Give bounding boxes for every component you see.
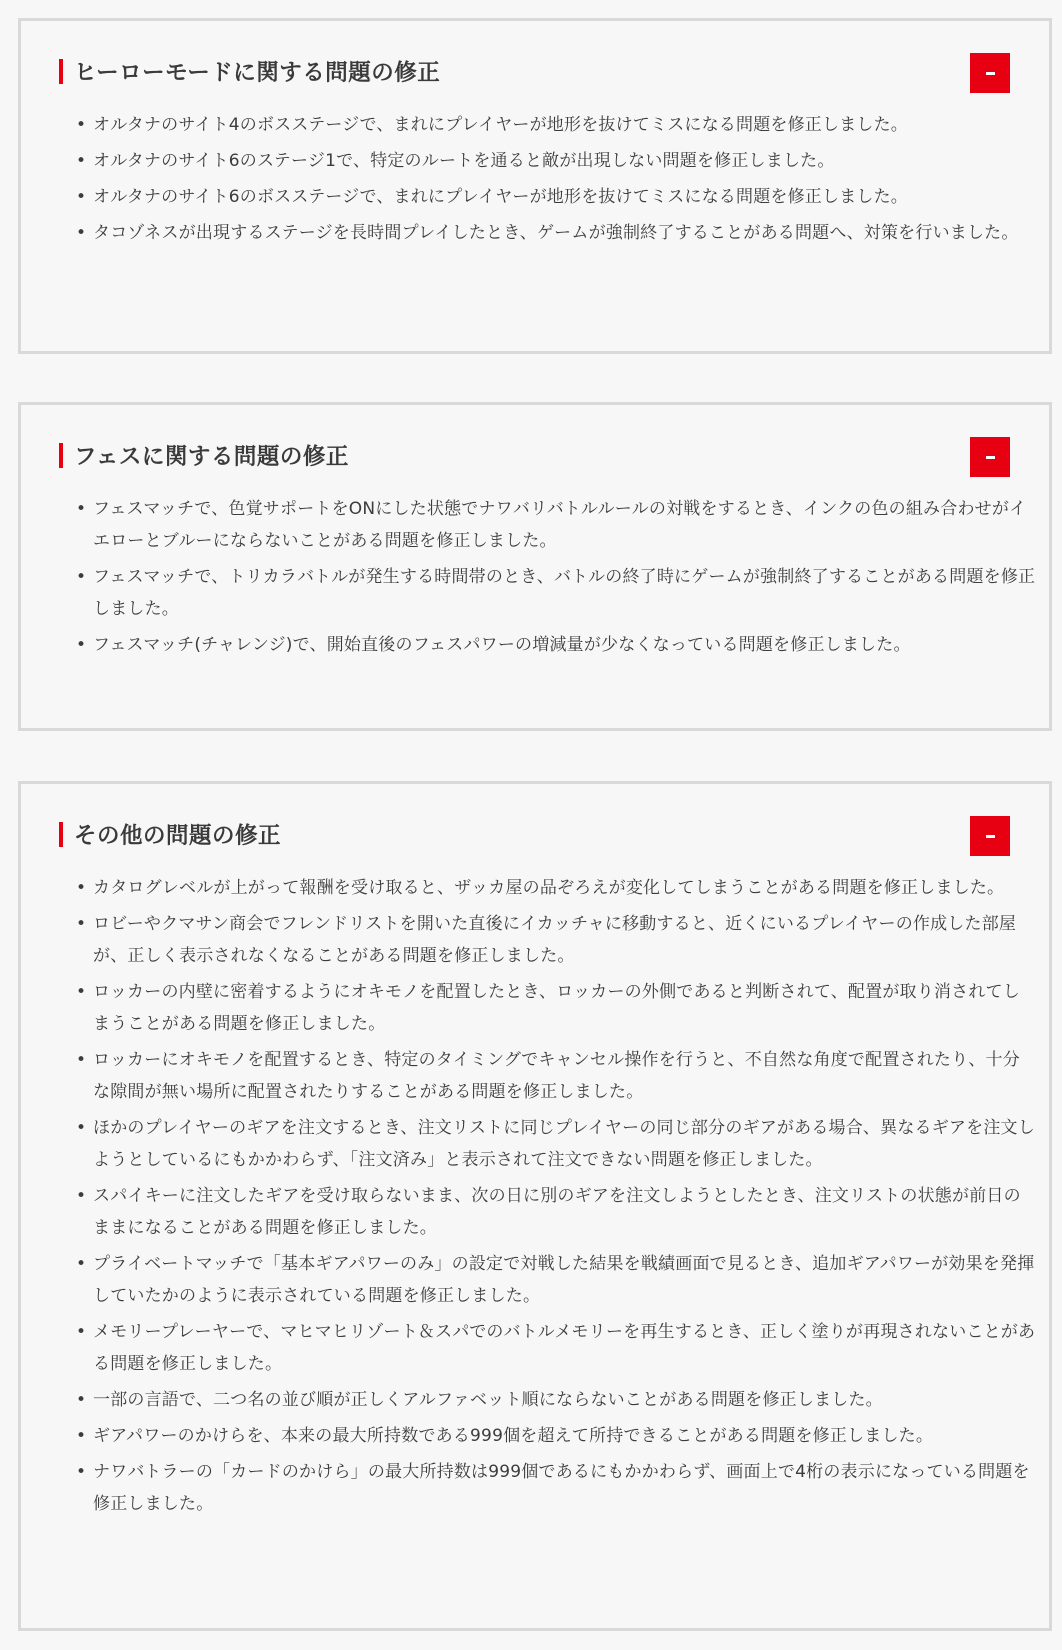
bullet-icon: •: [76, 635, 87, 655]
bullet-icon: •: [76, 1254, 87, 1274]
list-item-text: カタログレベルが上がって報酬を受け取ると、ザッカ屋の品ぞろえが変化してしまうことがある問題を修正しました。: [93, 878, 1005, 898]
list-item: [76, 145, 1036, 177]
list-item: [76, 181, 1036, 213]
section-title: その他の問題の修正: [74, 823, 282, 849]
list-item: [76, 1384, 1036, 1416]
list-item-text: オルタナのサイト4のボスステージで、まれにプレイヤーが地形を抜けてミスになる問題を修正しました。: [93, 115, 908, 135]
bullet-icon: •: [76, 115, 87, 135]
bullet-icon: •: [76, 1050, 87, 1070]
list-item-text: ロッカーの内壁に密着するようにオキモノを配置したとき、ロッカーの外側であると判断されて、配置が取り消されてしまうことがある問題を修正しました。: [93, 982, 1020, 1034]
list-item-text: 一部の言語で、二つ名の並び順が正しくアルファベット順にならないことがある問題を修正しました。: [93, 1390, 883, 1410]
list-item: [76, 908, 1036, 972]
list-item: [76, 1420, 1036, 1452]
list-item-text: フェスマッチで、色覚サポートをONにした状態でナワバリバトルルールの対戦をするとき、インクの色の組み合わせがイエローとブルーにならないことがある問題を修正しました。: [93, 499, 1027, 551]
collapse-button[interactable]: [970, 437, 1010, 477]
list-item: [76, 217, 1036, 249]
list-item: [76, 629, 1036, 661]
fix-list: [76, 872, 1036, 1524]
title-accent-bar: [59, 443, 63, 468]
list-item-text: プライベートマッチで「基本ギアパワーのみ」の設定で対戦した結果を戦績画面で見るとき、追加ギアパワーが効果を発揮していたかのように表示されている問題を修正しました。: [93, 1254, 1035, 1306]
list-item: [76, 1316, 1036, 1380]
bullet-icon: •: [76, 499, 87, 519]
list-item: [76, 1456, 1036, 1520]
minus-icon: [986, 456, 995, 459]
section-header: [59, 56, 440, 86]
list-item-text: スパイキーに注文したギアを受け取らないまま、次の日に別のギアを注文しようとしたとき、注文リストの状態が前日のままになることがある問題を修正しました。: [93, 1186, 1021, 1238]
bullet-icon: •: [76, 914, 87, 934]
minus-icon: [986, 72, 995, 75]
bullet-icon: •: [76, 1118, 87, 1138]
list-item: [76, 561, 1036, 625]
list-item: [76, 1044, 1036, 1108]
bullet-icon: •: [76, 567, 87, 587]
list-item: [76, 109, 1036, 141]
list-item: [76, 1112, 1036, 1176]
section-title: フェスに関する問題の修正: [74, 444, 349, 470]
bullet-icon: •: [76, 151, 87, 171]
bullet-icon: •: [76, 1322, 87, 1342]
list-item: [76, 1180, 1036, 1244]
section-header: [59, 440, 349, 470]
list-item-text: ロッカーにオキモノを配置するとき、特定のタイミングでキャンセル操作を行うと、不自然な角度で配置されたり、十分な隙間が無い場所に配置されたりすることがある問題を修正しました。: [93, 1050, 1020, 1102]
section-other: [18, 781, 1052, 1631]
list-item: [76, 976, 1036, 1040]
bullet-icon: •: [76, 223, 87, 243]
bullet-icon: •: [76, 1426, 87, 1446]
list-item-text: ほかのプレイヤーのギアを注文するとき、注文リストに同じプレイヤーの同じ部分のギアがある場合、異なるギアを注文しようとしているにもかかわらず、「注文済み」と表示されて注文できない問題を修正しました。: [93, 1118, 1035, 1170]
section-fes: [18, 402, 1052, 731]
list-item-text: オルタナのサイト6のボスステージで、まれにプレイヤーが地形を抜けてミスになる問題を修正しました。: [93, 187, 908, 207]
list-item-text: ロビーやクマサン商会でフレンドリストを開いた直後にイカッチャに移動すると、近くにいるプレイヤーの作成した部屋が、正しく表示されなくなることがある問題を修正しました。: [93, 914, 1017, 966]
list-item-text: メモリープレーヤーで、マヒマヒリゾート＆スパでのバトルメモリーを再生するとき、正しく塗りが再現されないことがある問題を修正しました。: [93, 1322, 1036, 1374]
section-hero-mode: [18, 18, 1052, 354]
list-item-text: オルタナのサイト6のステージ1で、特定のルートを通ると敵が出現しない問題を修正しました。: [93, 151, 835, 171]
list-item-text: ナワバトラーの「カードのかけら」の最大所持数は999個であるにもかかわらず、画面上で4桁の表示になっている問題を修正しました。: [93, 1462, 1030, 1514]
collapse-button[interactable]: [970, 53, 1010, 93]
bullet-icon: •: [76, 1462, 87, 1482]
title-accent-bar: [59, 59, 63, 84]
bullet-icon: •: [76, 878, 87, 898]
bullet-icon: •: [76, 1186, 87, 1206]
list-item-text: タコゾネスが出現するステージを長時間プレイしたとき、ゲームが強制終了することがある問題へ、対策を行いました。: [93, 223, 1019, 243]
section-title: ヒーローモードに関する問題の修正: [74, 60, 441, 86]
list-item-text: ギアパワーのかけらを、本来の最大所持数である999個を超えて所持できることがある問題を修正しました。: [93, 1426, 934, 1446]
title-accent-bar: [59, 822, 63, 847]
bullet-icon: •: [76, 1390, 87, 1410]
minus-icon: [986, 835, 995, 838]
list-item-text: フェスマッチ(チャレンジ)で、開始直後のフェスパワーの増減量が少なくなっている問題を修正しました。: [93, 635, 911, 655]
collapse-button[interactable]: [970, 816, 1010, 856]
section-header: [59, 819, 281, 849]
bullet-icon: •: [76, 187, 87, 207]
fix-list: [76, 109, 1036, 253]
list-item-text: フェスマッチで、トリカラバトルが発生する時間帯のとき、バトルの終了時にゲームが強制終了することがある問題を修正しました。: [93, 567, 1036, 619]
fix-list: [76, 493, 1036, 665]
bullet-icon: •: [76, 982, 87, 1002]
list-item: [76, 493, 1036, 557]
list-item: [76, 872, 1036, 904]
list-item: [76, 1248, 1036, 1312]
